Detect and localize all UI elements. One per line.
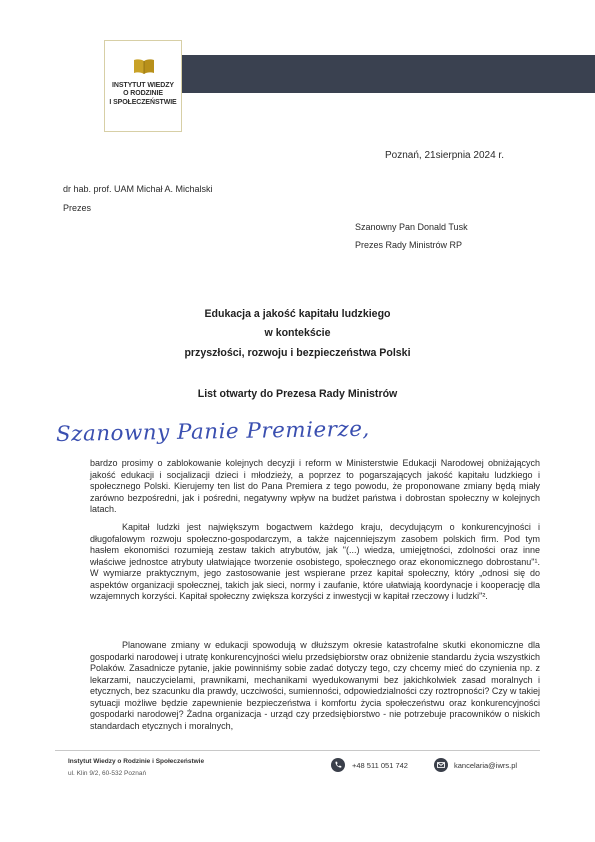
- body-paragraph: Planowane zmiany w edukacji spowodują w dłuższym okresie katastrofalne skutki ekonomiczne dla gospodarki narodowej i utratę konkurencyjności wielu przedsiębiorstw oraz obniżenie standardu życia wszystkich Polaków. Zasadnicze pytanie, jakie powinniśmy sobie zadać dotyczy tego, czy chcemy mieć do czynienia np. z lekarzami, nauczycielami, prawnikami, mechanikami wyedukowanymi bez jakichkolwiek zasad moralnych i etycznych, bez szacunku dla prawdy, uczciwości, sumienności, odpowiedzialności czy roztropności? Czy w takiej sytuacji możliwe będzie zapewnienie bezpieczeństwa i komfortu życia społeczeństwu oraz konkurencyjności gospodarki narodowej? Żadna organizacja - urząd czy przedsiębiorstwo - nie potrzebuje pracowników o niskich standardach etycznych i moralnych,: [90, 640, 540, 731]
- envelope-icon: [434, 758, 448, 772]
- footer-email: kancelaria@iwrs.pl: [454, 761, 518, 770]
- place-date: Poznań, 21sierpnia 2024 r.: [385, 150, 504, 161]
- sender-title: Prezes: [63, 203, 92, 213]
- letter-title-line: w kontekście: [264, 327, 331, 339]
- logo-line: O RODZINIE: [123, 88, 163, 98]
- footer-phone: +48 511 051 742: [352, 761, 408, 770]
- body-paragraph: bardzo prosimy o zablokowanie kolejnych decyzji i reform w Ministerstwie Edukacji Narodowej obniżających jakość edukacji i socjalizacji dzieci i młodzieży, a poprzez to pogarszających jakość kapitału ludzkiego i społecznego Polski. Kierujemy ten list do Pana Premiera z tego powodu, że proponowane zmiany będą miały zarówno bezpośredni, jak i pośredni, negatywny wpływ na budżet państwa i dobrostan społeczny w kolejnych latach.: [90, 458, 540, 514]
- letter-title-line: przyszłości, rozwoju i bezpieczeństwa Polski: [184, 347, 411, 359]
- handwritten-salutation: Szanowny Panie Premierze,: [55, 416, 370, 446]
- letter-subtitle: List otwarty do Prezesa Rady Ministrów: [197, 388, 398, 400]
- open-book-icon: [133, 57, 155, 75]
- phone-icon: [331, 758, 345, 772]
- footer-divider: [55, 750, 540, 751]
- logo-line: INSTYTUT WIEDZY: [112, 80, 174, 89]
- logo-line: I SPOŁECZEŃSTWIE: [109, 96, 177, 106]
- letter-title-line: Edukacja a jakość kapitału ludzkiego: [204, 308, 391, 320]
- institute-logo: [104, 40, 182, 132]
- logo-text: [108, 81, 178, 106]
- footer-address: ul. Klin 9/2, 60-532 Poznań: [68, 770, 147, 777]
- sender-name: dr hab. prof. UAM Michał A. Michalski: [63, 184, 213, 194]
- footer-org-name: Instytut Wiedzy o Rodzinie i Społeczeństwie: [68, 758, 205, 765]
- body-paragraph: Kapitał ludzki jest największym bogactwem każdego kraju, decydującym o konkurencyjności i długofalowym rozwoju społeczno-gospodarczym, a także najcenniejszym zasobem polskich firm. Pod tym hasłem ekonomiści rozumieją zestaw takich atrybutów, jak "(...) wiedza, umiejętności, zdolności oraz inne właściwe jednostce atrybuty ułatwiające tworzenie osobistego, społecznego oraz ekonomicznego dobrostanu"¹. W wymiarze praktycznym, jego zastosowanie jest wspierane przez kapitał społeczny, który „odnosi się do aspektów organizacji społecznej, takich jak sieci, normy i zaufanie, które ułatwiają koordynacje i kooperację dla wzajemnych korzyści. Kapitał społeczny zwiększa korzyści z inwestycji w kapitał rzeczowy i ludzki"².: [90, 522, 540, 601]
- recipient-title: Prezes Rady Ministrów RP: [355, 240, 463, 250]
- recipient-name: Szanowny Pan Donald Tusk: [355, 222, 468, 232]
- letterhead-bar: [160, 55, 595, 93]
